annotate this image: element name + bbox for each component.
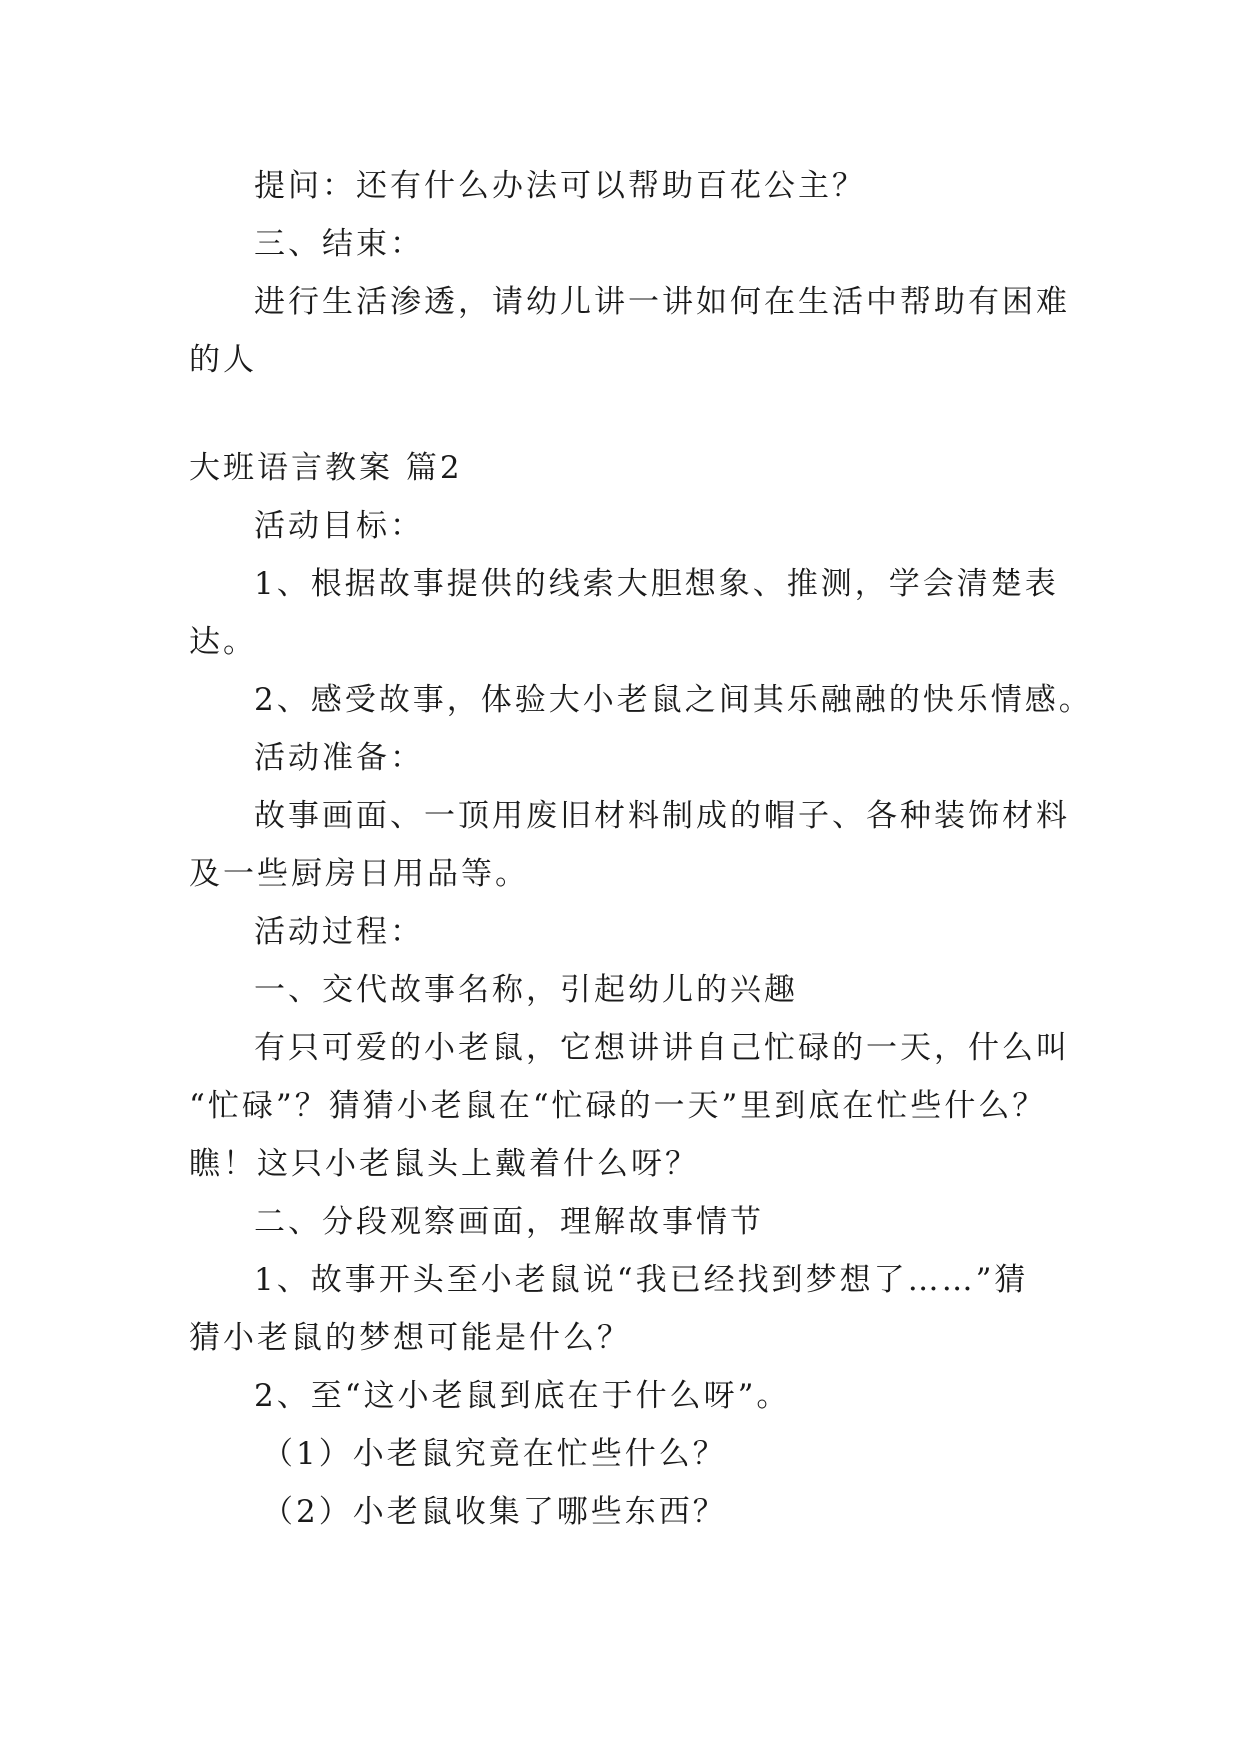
paragraph-line: 故事画面、一顶用废旧材料制成的帽子、各种装饰材料 <box>254 798 1070 834</box>
paragraph-line: 2、感受故事，体验大小老鼠之间其乐融融的快乐情感。 <box>254 682 1093 718</box>
section-heading: 活动准备： <box>254 740 424 776</box>
list-item: （2）小老鼠收集了哪些东西？ <box>262 1494 727 1530</box>
paragraph-line: 1、故事开头至小老鼠说“我已经找到梦想了……”猜 <box>254 1262 1029 1298</box>
list-item: （1）小老鼠究竟在忙些什么？ <box>262 1436 727 1472</box>
paragraph-line: 的人 <box>189 342 257 378</box>
paragraph-line: 一、交代故事名称，引起幼儿的兴趣 <box>254 972 798 1008</box>
paragraph-line: 进行生活渗透，请幼儿讲一讲如何在生活中帮助有困难 <box>254 284 1070 320</box>
paragraph-line: 猜小老鼠的梦想可能是什么？ <box>189 1320 631 1356</box>
document-title: 大班语言教案 篇2 <box>189 450 463 486</box>
paragraph-line: 二、分段观察画面，理解故事情节 <box>254 1204 764 1240</box>
paragraph-line: 提问：还有什么办法可以帮助百花公主？ <box>254 168 866 204</box>
section-heading: 活动目标： <box>254 508 424 544</box>
paragraph-line: “忙碌”？猜猜小老鼠在“忙碌的一天”里到底在忙些什么？ <box>189 1088 1047 1124</box>
section-heading: 活动过程： <box>254 914 424 950</box>
paragraph-line: 2、至“这小老鼠到底在于什么呀”。 <box>254 1378 791 1414</box>
paragraph-line: 瞧！这只小老鼠头上戴着什么呀？ <box>189 1146 699 1182</box>
paragraph-line: 及一些厨房日用品等。 <box>189 856 529 892</box>
paragraph-line: 达。 <box>189 624 257 660</box>
section-heading: 三、结束： <box>254 226 424 262</box>
paragraph-line: 1、根据故事提供的线索大胆想象、推测，学会清楚表 <box>254 566 1059 602</box>
paragraph-line: 有只可爱的小老鼠，它想讲讲自己忙碌的一天，什么叫 <box>254 1030 1070 1066</box>
